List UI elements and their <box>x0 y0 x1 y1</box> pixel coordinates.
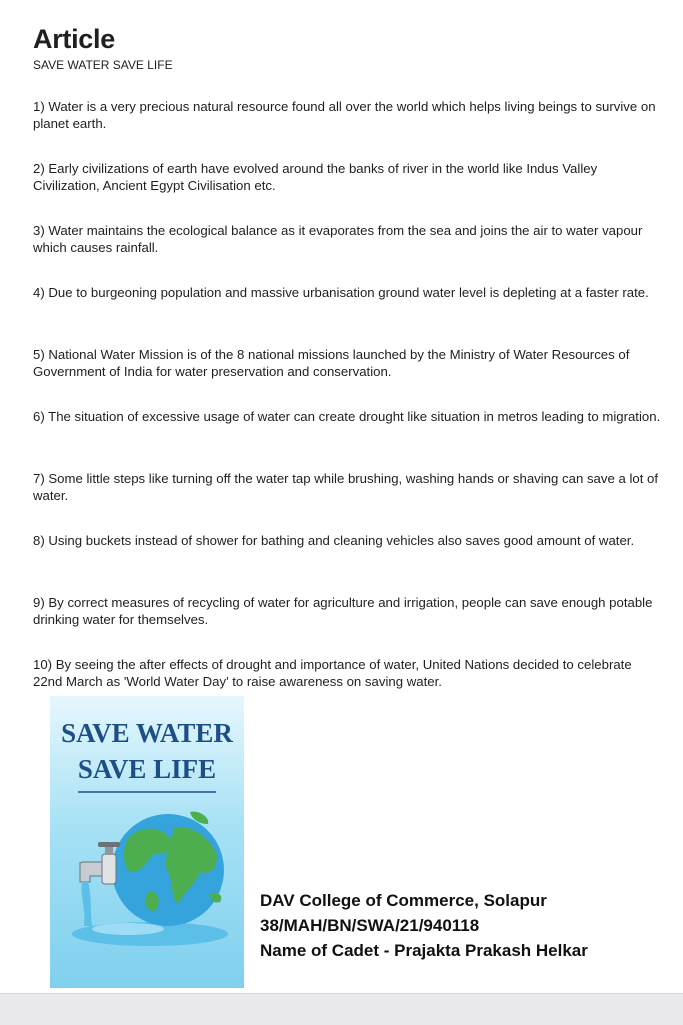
article-point: 6) The situation of excessive usage of water can create drought like situation in metros leading to migration. <box>33 409 661 424</box>
cadet-id: 38/MAH/BN/SWA/21/940118 <box>260 916 480 935</box>
article-point: 10) By seeing the after effects of drought and importance of water, United Nations decided to celebrate 22nd March as 'World Water Day' to raise awareness on saving water. <box>33 657 632 689</box>
article-points <box>33 98 663 718</box>
cadet-credits <box>260 888 588 963</box>
article-point: 2) Early civilizations of earth have evolved around the banks of river in the world like Indus Valley Civilization, Ancient Egypt Civilisation etc. <box>33 161 598 193</box>
poster-illustration <box>50 696 244 988</box>
article-subtitle: SAVE WATER SAVE LIFE <box>33 58 173 72</box>
college-name: DAV College of Commerce, Solapur <box>260 891 547 910</box>
cadet-name: Name of Cadet - Prajakta Prakash Helkar <box>260 941 588 960</box>
article-point: 8) Using buckets instead of shower for bathing and cleaning vehicles also saves good amount of water. <box>33 533 635 548</box>
poster-line1: SAVE WATER <box>61 718 233 748</box>
article-point: 1) Water is a very precious natural resource found all over the world which helps living beings to survive on planet earth. <box>33 99 656 131</box>
article-title: Article <box>33 24 115 54</box>
poster-line2: SAVE LIFE <box>77 754 217 784</box>
article-point: 7) Some little steps like turning off the water tap while brushing, washing hands or shaving can save a lot of water. <box>33 471 659 503</box>
save-water-poster <box>50 696 244 988</box>
viewer-bottom-bar <box>0 993 683 1025</box>
article-point: 3) Water maintains the ecological balance as it evaporates from the sea and joins the air to water vapour which causes rainfall. <box>33 223 643 255</box>
article-point: 9) By correct measures of recycling of water for agriculture and irrigation, people can save enough potable drinking water for themselves. <box>33 595 653 627</box>
article-point: 4) Due to burgeoning population and massive urbanisation ground water level is depleting at a faster rate. <box>33 285 649 300</box>
article-point: 5) National Water Mission is of the 8 national missions launched by the Ministry of Water Resources of Government of India for water preservation and conservation. <box>33 347 630 379</box>
